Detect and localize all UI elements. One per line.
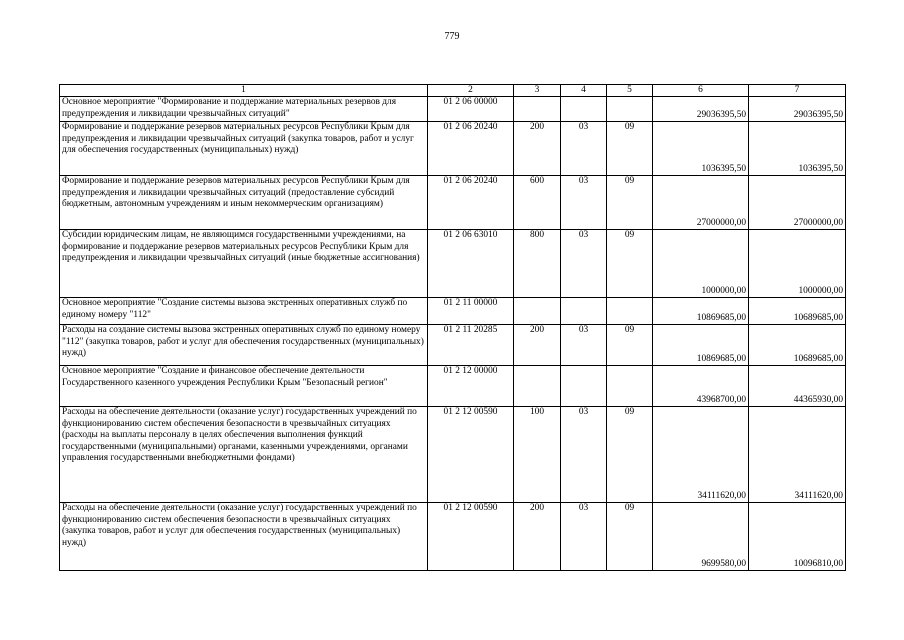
target-article-code: 01 2 06 00000: [428, 97, 514, 122]
expense-type-code: 800: [514, 230, 561, 298]
subsection-code: [607, 366, 653, 407]
header-cell: 4: [561, 85, 607, 97]
header-cell: 1: [60, 85, 428, 97]
expense-type-code: 200: [514, 503, 561, 571]
target-article-code: 01 2 12 00590: [428, 407, 514, 503]
subsection-code: 09: [607, 407, 653, 503]
expense-type-code: [514, 298, 561, 325]
target-article-code: 01 2 11 20285: [428, 325, 514, 366]
amount-year-2: 34111620,00: [749, 407, 846, 503]
expense-type-code: 600: [514, 176, 561, 230]
table-row: [60, 176, 846, 230]
target-article-code: 01 2 12 00590: [428, 503, 514, 571]
expense-type-code: [514, 366, 561, 407]
table-row: [60, 325, 846, 366]
header-cell: 2: [428, 85, 514, 97]
target-article-code: 01 2 06 63010: [428, 230, 514, 298]
amount-year-1: 29036395,50: [653, 97, 749, 122]
item-name: Основное мероприятие "Создание системы вызова экстренных оперативных служб по единому номеру "112": [60, 298, 428, 325]
section-code: [561, 366, 607, 407]
item-name: Формирование и поддержание резервов материальных ресурсов Республики Крым для предупреждения и ликвидации чрезвычайных ситуаций (закупка товаров, работ и услуг для обеспечения государственных (муниципальных) нужд): [60, 122, 428, 176]
header-cell: 3: [514, 85, 561, 97]
table-row: [60, 122, 846, 176]
table-row: [60, 230, 846, 298]
amount-year-2: 10689685,00: [749, 298, 846, 325]
amount-year-1: 27000000,00: [653, 176, 749, 230]
amount-year-2: 1036395,50: [749, 122, 846, 176]
target-article-code: 01 2 06 20240: [428, 176, 514, 230]
amount-year-1: 1036395,50: [653, 122, 749, 176]
item-name: Расходы на обеспечение деятельности (оказание услуг) государственных учреждений по функционированию систем обеспечения безопасности в чрезвычайных ситуациях (расходы на выплаты персоналу в целях обеспечения выполнения функций государственными (муниципальными) органами, казенными учреждениями, органами управления государственными внебюджетными фондами): [60, 407, 428, 503]
amount-year-2: 27000000,00: [749, 176, 846, 230]
header-cell: 5: [607, 85, 653, 97]
expense-type-code: 100: [514, 407, 561, 503]
item-name: Субсидии юридическим лицам, не являющимся государственными учреждениями, на формирование и поддержание резервов материальных ресурсов Республики Крым для предупреждения и ликвидации чрезвычайных ситуаций (иные бюджетные ассигнования): [60, 230, 428, 298]
amount-year-2: 10689685,00: [749, 325, 846, 366]
item-name: Основное мероприятие "Создание и финансовое обеспечение деятельности Государственного казенного учреждения Республики Крым "Безопасный регион": [60, 366, 428, 407]
subsection-code: [607, 298, 653, 325]
table-row: [60, 407, 846, 503]
amount-year-1: 43968700,00: [653, 366, 749, 407]
subsection-code: 09: [607, 176, 653, 230]
item-name: Формирование и поддержание резервов материальных ресурсов Республики Крым для предупреждения и ликвидации чрезвычайных ситуаций (предоставление субсидий бюджетным, автономным учреждениям и иным некоммерческим организациям): [60, 176, 428, 230]
section-code: 03: [561, 407, 607, 503]
table-row: [60, 298, 846, 325]
target-article-code: 01 2 11 00000: [428, 298, 514, 325]
amount-year-1: 10869685,00: [653, 298, 749, 325]
amount-year-2: 44365930,00: [749, 366, 846, 407]
amount-year-1: 34111620,00: [653, 407, 749, 503]
header-cell: 6: [653, 85, 749, 97]
table-header-row: [60, 85, 846, 97]
subsection-code: [607, 97, 653, 122]
item-name: Расходы на обеспечение деятельности (оказание услуг) государственных учреждений по функционированию систем обеспечения безопасности в чрезвычайных ситуациях (закупка товаров, работ и услуг для обеспечения государственных (муниципальных) нужд): [60, 503, 428, 571]
subsection-code: 09: [607, 325, 653, 366]
section-code: 03: [561, 503, 607, 571]
amount-year-1: 10869685,00: [653, 325, 749, 366]
budget-table: [59, 84, 846, 571]
amount-year-1: 9699580,00: [653, 503, 749, 571]
section-code: 03: [561, 122, 607, 176]
target-article-code: 01 2 12 00000: [428, 366, 514, 407]
section-code: [561, 298, 607, 325]
section-code: 03: [561, 230, 607, 298]
expense-type-code: 200: [514, 325, 561, 366]
table-row: [60, 97, 846, 122]
amount-year-2: 29036395,50: [749, 97, 846, 122]
amount-year-1: 1000000,00: [653, 230, 749, 298]
item-name: Расходы на создание системы вызова экстренных оперативных служб по единому номеру "112" (закупка товаров, работ и услуг для обеспечения государственных (муниципальных) нужд): [60, 325, 428, 366]
section-code: 03: [561, 176, 607, 230]
subsection-code: 09: [607, 122, 653, 176]
section-code: [561, 97, 607, 122]
page-number: 779: [444, 31, 460, 42]
table-row: [60, 503, 846, 571]
header-cell: 7: [749, 85, 846, 97]
section-code: 03: [561, 325, 607, 366]
expense-type-code: 200: [514, 122, 561, 176]
target-article-code: 01 2 06 20240: [428, 122, 514, 176]
item-name: Основное мероприятие "Формирование и поддержание материальных резервов для предупреждения и ликвидации чрезвычайных ситуаций": [60, 97, 428, 122]
subsection-code: 09: [607, 503, 653, 571]
amount-year-2: 1000000,00: [749, 230, 846, 298]
expense-type-code: [514, 97, 561, 122]
amount-year-2: 10096810,00: [749, 503, 846, 571]
subsection-code: 09: [607, 230, 653, 298]
table-row: [60, 366, 846, 407]
